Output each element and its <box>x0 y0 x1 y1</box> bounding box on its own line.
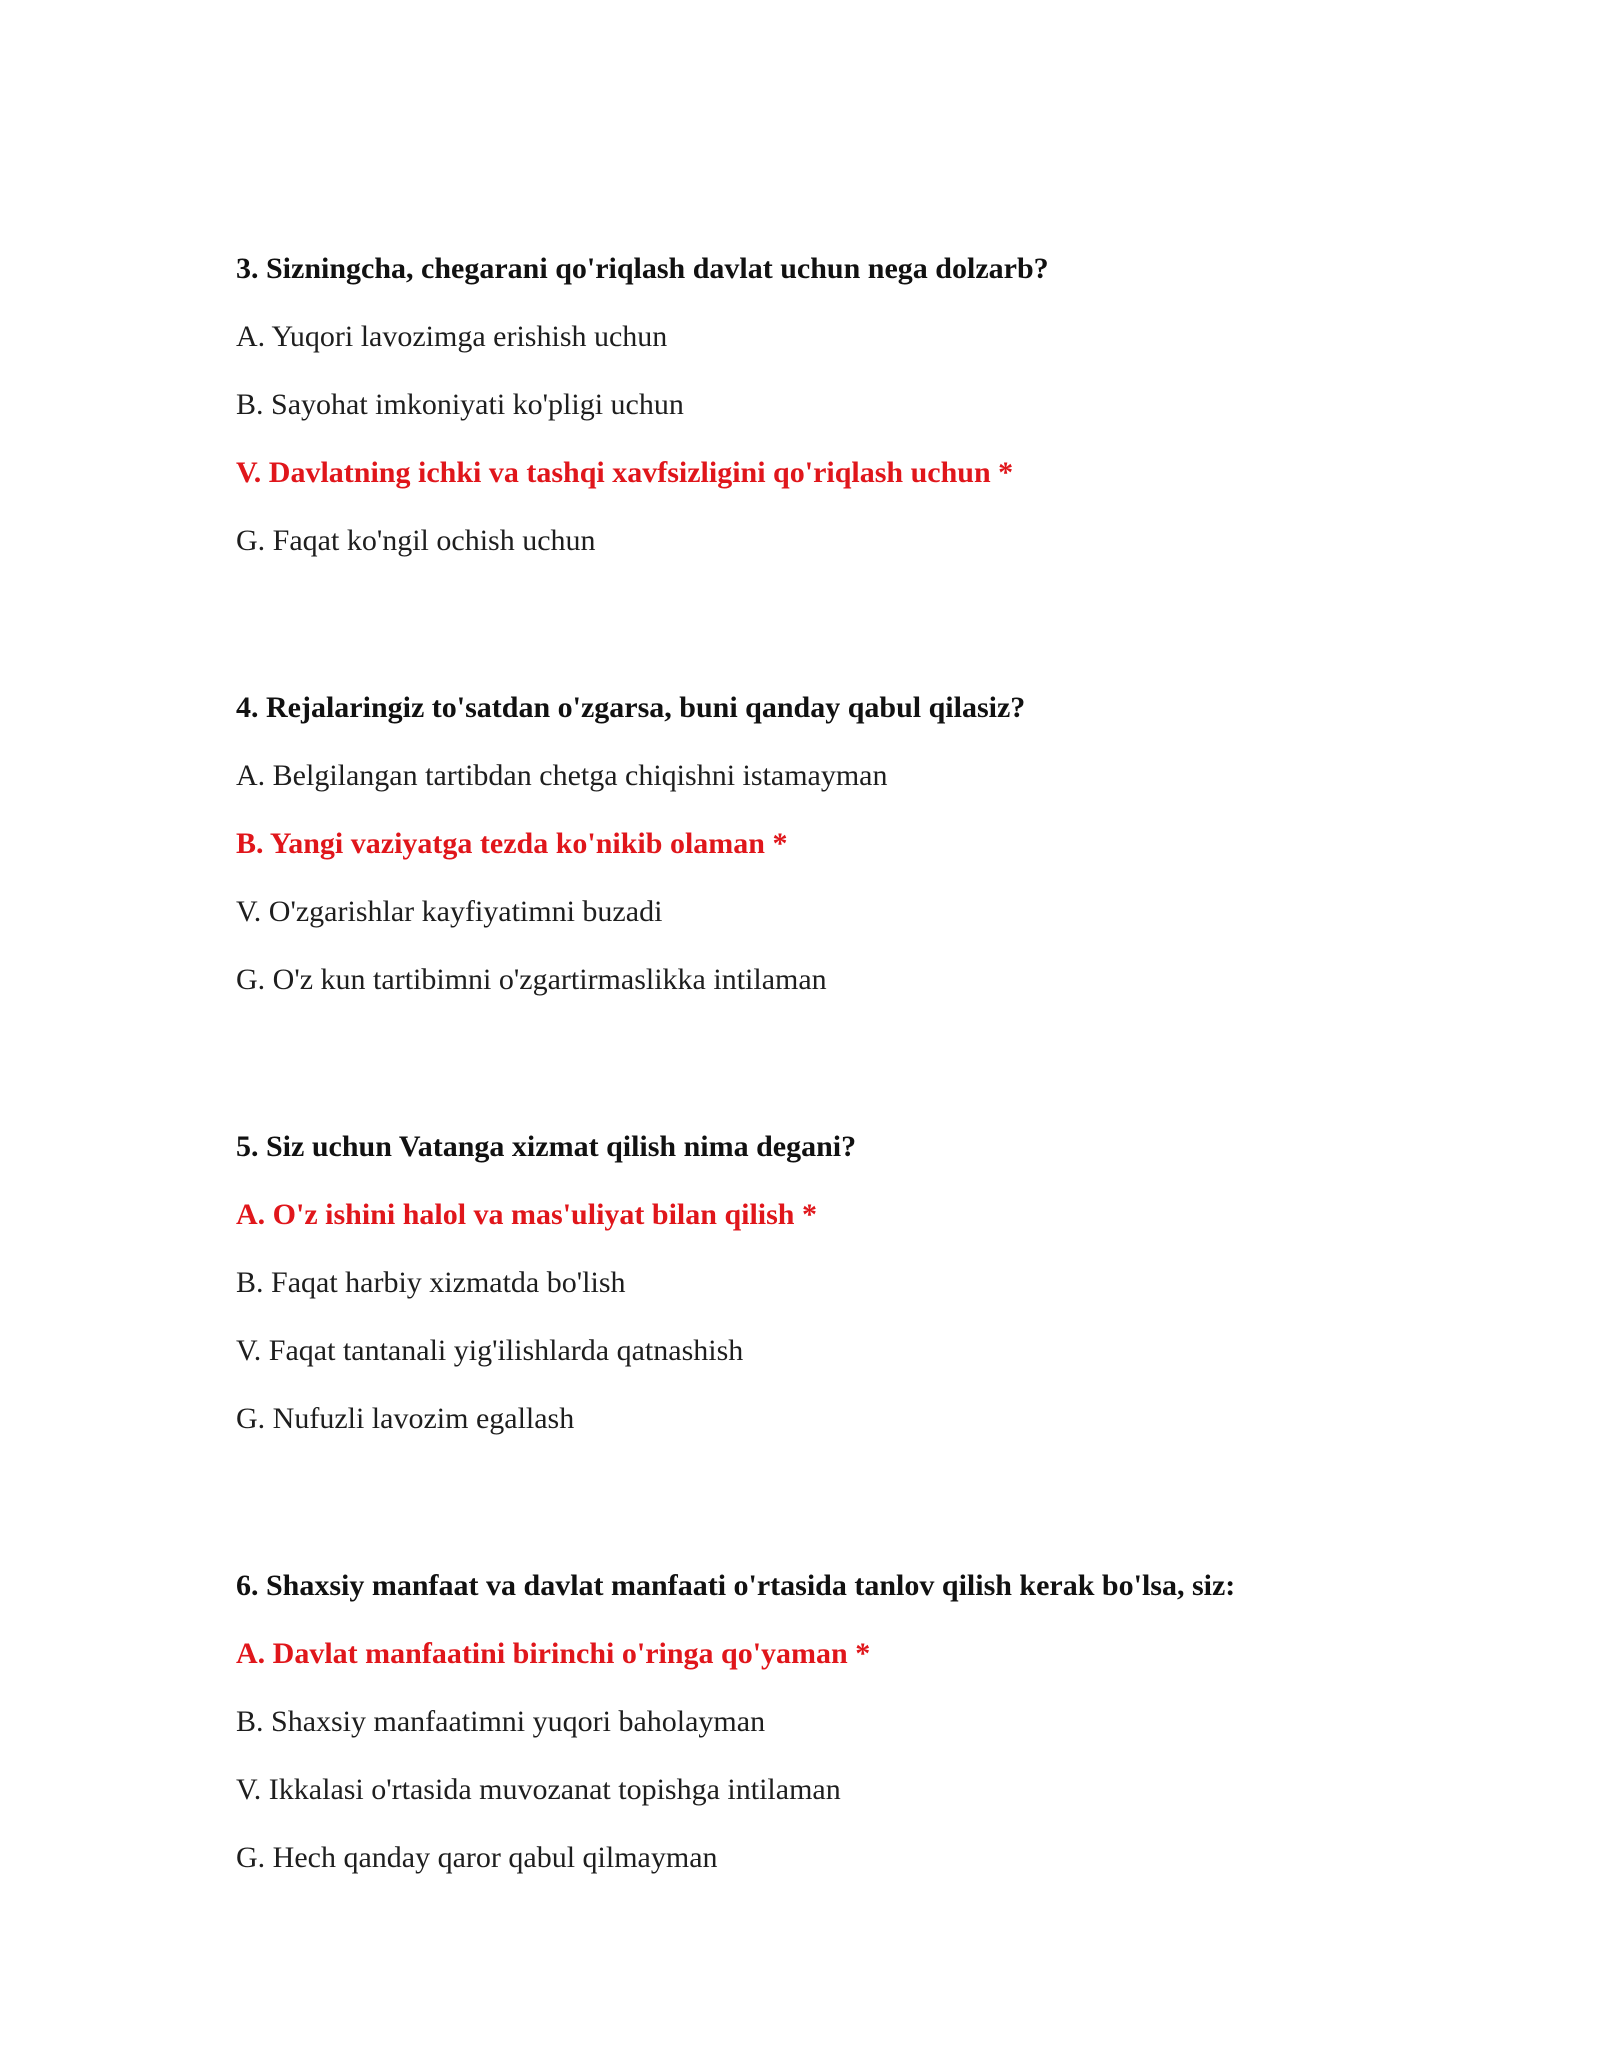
answer-option-b: B. Sayohat imkoniyati ko'pligi uchun <box>236 388 684 421</box>
question-block-3 <box>236 252 1436 558</box>
correct-answer-option-a: A. Davlat manfaatini birinchi o'ringa qo'yaman * <box>236 1637 871 1670</box>
question-block-5 <box>236 1130 1436 1436</box>
answer-option-g: G. Nufuzli lavozim egallash <box>236 1402 575 1435</box>
answer-option-v: V. Faqat tantanali yig'ilishlarda qatnashish <box>236 1334 744 1367</box>
answer-option-a: A. Yuqori lavozimga erishish uchun <box>236 320 668 353</box>
quiz-content <box>236 252 1436 1875</box>
correct-answer-option-a: A. O'z ishini halol va mas'uliyat bilan qilish * <box>236 1198 817 1231</box>
question-text: 4. Rejalaringiz to'satdan o'zgarsa, buni qanday qabul qilasiz? <box>236 691 1026 724</box>
answer-option-g: G. Faqat ko'ngil ochish uchun <box>236 524 596 557</box>
question-block-4 <box>236 691 1436 997</box>
answer-option-v: V. O'zgarishlar kayfiyatimni buzadi <box>236 895 663 928</box>
answer-option-b: B. Faqat harbiy xizmatda bo'lish <box>236 1266 626 1299</box>
question-text: 3. Sizningcha, chegarani qo'riqlash davlat uchun nega dolzarb? <box>236 252 1049 285</box>
question-text: 5. Siz uchun Vatanga xizmat qilish nima degani? <box>236 1130 857 1163</box>
correct-answer-option-v: V. Davlatning ichki va tashqi xavfsizligini qo'riqlash uchun * <box>236 456 1014 489</box>
answer-option-a: A. Belgilangan tartibdan chetga chiqishni istamayman <box>236 759 888 792</box>
answer-option-g: G. O'z kun tartibimni o'zgartirmaslikka intilaman <box>236 963 827 996</box>
answer-option-b: B. Shaxsiy manfaatimni yuqori baholayman <box>236 1705 766 1738</box>
question-text: 6. Shaxsiy manfaat va davlat manfaati o'rtasida tanlov qilish kerak bo'lsa, siz: <box>236 1569 1236 1602</box>
answer-option-g: G. Hech qanday qaror qabul qilmayman <box>236 1841 718 1874</box>
question-block-6 <box>236 1569 1436 1875</box>
correct-answer-option-b: B. Yangi vaziyatga tezda ko'nikib olaman * <box>236 827 788 860</box>
answer-option-v: V. Ikkalasi o'rtasida muvozanat topishga intilaman <box>236 1773 841 1806</box>
